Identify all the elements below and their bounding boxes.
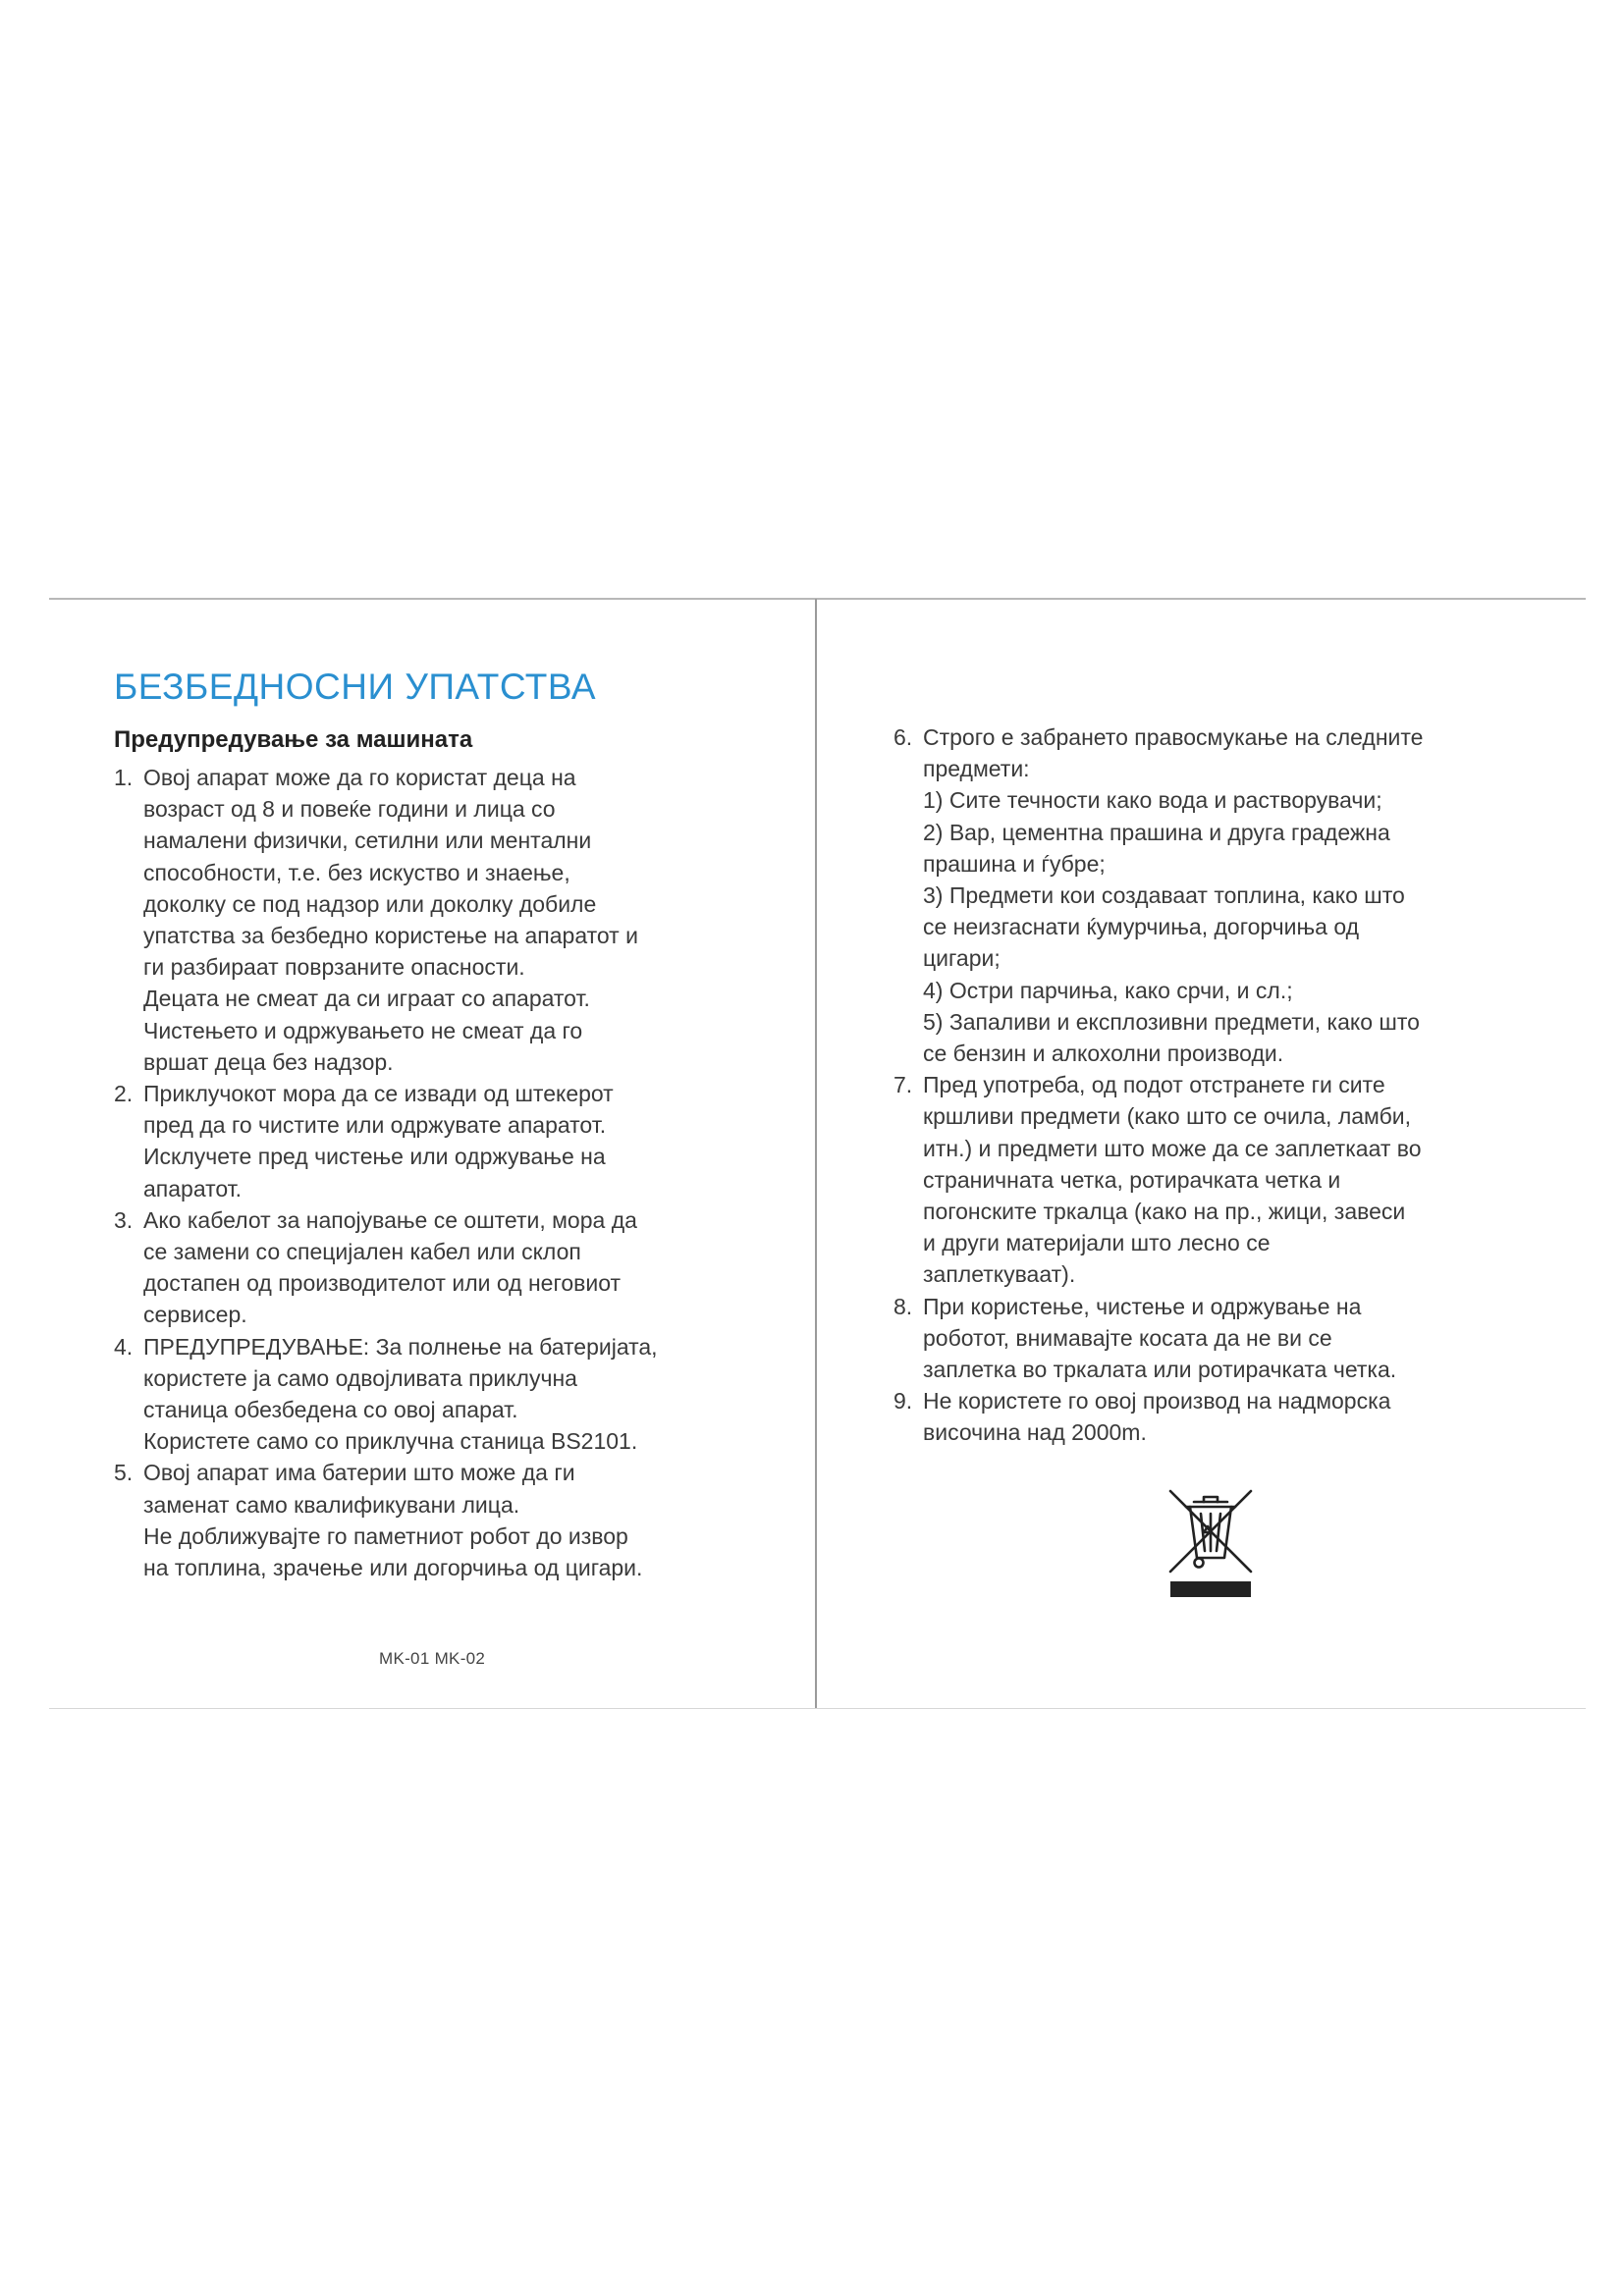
list-item	[893, 1291, 1522, 1386]
list-item-line: предмети:	[923, 756, 1030, 782]
list-item-line: Приклучокот мора да се извади од штекерот	[143, 1081, 614, 1107]
section-subtitle: Предупредување за машината	[114, 726, 473, 753]
list-item-line: користете ја само одвојливата приклучна	[143, 1364, 577, 1391]
list-item-line: Не користете го овој производ на надморска	[923, 1388, 1391, 1415]
list-item-line: кршливи предмети (како што се очила, ламби,	[923, 1103, 1411, 1130]
list-item-line: и други материјали што лесно се	[923, 1230, 1271, 1256]
bottom-rule	[49, 1708, 1586, 1709]
list-item-line: Користете само со приклучна станица BS2101.	[143, 1428, 638, 1455]
left-column	[114, 664, 742, 1583]
list-item	[114, 1457, 742, 1583]
list-item-number: 1.	[114, 765, 134, 790]
list-item-line: итн.) и предмети што може да се заплеткаат во	[923, 1135, 1422, 1161]
list-item-line: се бензин и алкохолни производи.	[923, 1041, 1284, 1067]
list-item-line: Овој апарат има батерии што може да ги	[143, 1460, 575, 1486]
list-item-line: 3) Предмети кои создаваат топлина, како што	[923, 882, 1405, 909]
list-item-line: на топлина, зрачење или догорчиња од цигари.	[143, 1555, 643, 1581]
list-item-line: ПРЕДУПРЕДУВАЊЕ: За полнење на батеријата,	[143, 1333, 658, 1360]
list-item	[893, 1069, 1522, 1290]
right-instruction-list	[893, 721, 1522, 1449]
list-item-line: достапен од производителот или од неговиот	[143, 1270, 622, 1297]
list-item-line: заплетка во тркалата или ротирачката четка.	[923, 1357, 1397, 1383]
list-item-line: погонските тркалца (како на пр., жици, завеси	[923, 1199, 1406, 1225]
list-item-line: се замени со специјален кабел или склоп	[143, 1239, 581, 1265]
top-rule	[49, 598, 1586, 600]
list-item-number: 5.	[114, 1460, 134, 1486]
list-item-number: 4.	[114, 1333, 134, 1360]
list-item-line: заменат само квалификувани лица.	[143, 1491, 520, 1518]
list-item	[114, 1078, 742, 1204]
list-item-line: височина над 2000m.	[923, 1419, 1147, 1446]
list-item-number: 6.	[893, 724, 913, 750]
list-item-line: упатства за безбедно користење на апаратот и	[143, 923, 638, 949]
list-item-line: Исклучете пред чистење или одржување на	[143, 1144, 606, 1170]
left-instruction-list	[114, 762, 742, 1583]
list-item-line: сервисер.	[143, 1302, 247, 1328]
model-code: MK-01 MK-02	[379, 1649, 486, 1668]
right-column	[893, 721, 1522, 1449]
list-item-line: заплеткуваат).	[923, 1261, 1076, 1288]
list-item-line: Чистењето и одржувањето не смеат да го	[143, 1017, 583, 1043]
center-fold-rule	[815, 599, 817, 1708]
list-item	[893, 721, 1522, 1069]
list-item-line: пред да го чистите или одржувате апаратот.	[143, 1112, 607, 1139]
list-item-line: возраст од 8 и повеќе години и лица со	[143, 796, 556, 823]
crossed-out-wheelie-bin-icon	[1168, 1487, 1253, 1600]
list-item-line: способности, т.е. без искуство и знаење,	[143, 859, 570, 885]
list-item-line: се неизгаснати ќумурчиња, догорчиња од	[923, 914, 1360, 940]
list-item	[114, 1204, 742, 1331]
list-item-line: 5) Запаливи и експлозивни предмети, како што	[923, 1008, 1420, 1035]
list-item-number: 9.	[893, 1388, 913, 1415]
list-item	[893, 1385, 1522, 1448]
list-item-line: апаратот.	[143, 1175, 243, 1201]
list-item-number: 8.	[893, 1293, 913, 1319]
list-item-line: При користење, чистење и одржување на	[923, 1293, 1362, 1319]
list-item-line: прашина и ѓубре;	[923, 850, 1106, 877]
list-item-number: 2.	[114, 1081, 134, 1107]
list-item	[114, 762, 742, 1078]
list-item-line: страничната четка, ротирачката четка и	[923, 1166, 1341, 1193]
list-item-line: вршат деца без надзор.	[143, 1048, 394, 1075]
list-item-line: цигари;	[923, 945, 1001, 972]
list-item-line: 4) Остри парчиња, како срчи, и сл.;	[923, 977, 1293, 1003]
list-item-line: Ако кабелот за напојување се оштети, мора да	[143, 1206, 637, 1233]
list-item-line: Децата не смеат да си играат со апаратот.	[143, 986, 590, 1012]
list-item-line: ги разбираат поврзаните опасности.	[143, 954, 525, 981]
page-title: БЕЗБЕДНОСНИ УПАТСТВА	[114, 667, 597, 707]
list-item-line: Строго е забрането правосмукање на следните	[923, 724, 1424, 750]
list-item-line: доколку се под надзор или доколку добиле	[143, 890, 597, 917]
list-item-number: 3.	[114, 1206, 134, 1233]
list-item-line: Овој апарат може да го користат деца на	[143, 765, 576, 790]
list-item-line: Не доближувајте го паметниот робот до извор	[143, 1522, 628, 1549]
list-item-line: Пред употреба, од подот отстранете ги сите	[923, 1072, 1385, 1098]
list-item-line: роботот, внимавајте косата да не ви се	[923, 1324, 1332, 1351]
list-item-number: 7.	[893, 1072, 913, 1098]
list-item	[114, 1331, 742, 1458]
list-item-line: 2) Вар, цементна прашина и друга градежна	[923, 819, 1390, 845]
list-item-line: станица обезбедена со овој апарат.	[143, 1397, 518, 1423]
list-item-line: 1) Сите течности како вода и растворувачи;	[923, 787, 1382, 814]
list-item-line: намалени физички, сетилни или ментални	[143, 828, 592, 854]
